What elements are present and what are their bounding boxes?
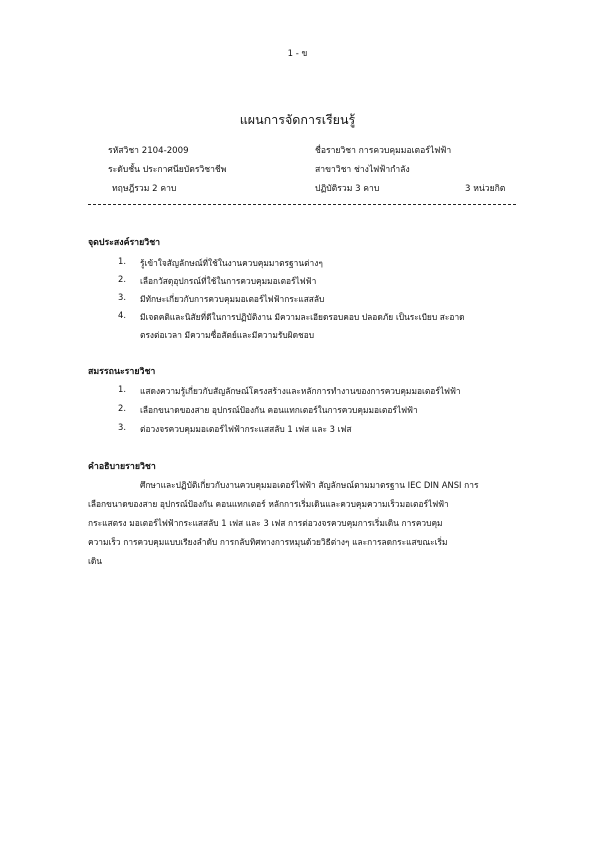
practice-hours: ปฏิบัติรวม 3 คาบ xyxy=(315,184,380,194)
course-level: ระดับชั้น ประกาศนียบัตรวิชาชีพ xyxy=(108,165,227,175)
list-item-number: 2. xyxy=(118,403,126,413)
theory-hours: ทฤษฎีรวม 2 คาบ xyxy=(112,184,177,194)
list-item-number: 1. xyxy=(118,256,126,266)
list-item: เลือกขนาดของสาย อุปกรณ์ป้องกัน คอนแทกเตอร์ในการควบคุมมอเตอร์ไฟฟ้า xyxy=(140,405,418,415)
objectives-heading: จุดประสงค์รายวิชา xyxy=(88,238,161,248)
list-item: เลือกวัสดุอุปกรณ์ที่ใช้ในการควบคุมมอเตอร์ไฟฟ้า xyxy=(140,276,317,286)
list-item-continuation: ตรงต่อเวลา มีความซื่อสัตย์และมีความรับผิดชอบ xyxy=(140,330,315,340)
paragraph-line: เลือกขนาดของสาย อุปกรณ์ป้องกัน คอนแทกเตอร์ หลักการเริ่มเดินและควบคุมความเร็วมอเตอร์ไฟฟ้า xyxy=(88,499,449,509)
list-item: แสดงความรู้เกี่ยวกับสัญลักษณ์โครงสร้างและหลักการทำงานของการควบคุมมอเตอร์ไฟฟ้า xyxy=(140,386,461,396)
page-number: 1 - ข xyxy=(287,49,308,59)
description-heading: คำอธิบายรายวิชา xyxy=(88,462,156,472)
list-item: มีทักษะเกี่ยวกับการควบคุมมอเตอร์ไฟฟ้ากระแสสลับ xyxy=(140,294,325,304)
document-title: แผนการจัดการเรียนรู้ xyxy=(239,112,356,127)
paragraph-line: กระแสตรง มอเตอร์ไฟฟ้ากระแสสลับ 1 เฟส และ 3 เฟส การต่อวงจรควบคุมการเริ่มเดิน การควบคุม xyxy=(88,518,443,528)
list-item: ต่อวงจรควบคุมมอเตอร์ไฟฟ้ากระแสสลับ 1 เฟส และ 3 เฟส xyxy=(140,424,352,434)
course-code: รหัสวิชา 2104-2009 xyxy=(108,146,189,156)
competencies-heading: สมรรถนะรายวิชา xyxy=(88,367,156,377)
paragraph-line: ความเร็ว การควบคุมแบบเรียงลำดับ การกลับทิศทางการหมุนด้วยวิธีต่างๆ และการลดกระแสขณะเริ่ม xyxy=(88,537,448,547)
credits: 3 หน่วยกิต xyxy=(465,184,506,194)
list-item-number: 1. xyxy=(118,384,126,394)
list-item-number: 2. xyxy=(118,274,126,284)
list-item-number: 4. xyxy=(118,310,126,320)
list-item-number: 3. xyxy=(118,422,126,432)
list-item: รู้เข้าใจสัญลักษณ์ที่ใช้ในงานควบคุมมาตรฐานต่างๆ xyxy=(140,258,323,268)
course-name: ชื่อรายวิชา การควบคุมมอเตอร์ไฟฟ้า xyxy=(315,146,452,156)
dashed-divider xyxy=(88,204,516,205)
paragraph-line: ศึกษาและปฏิบัติเกี่ยวกับงานควบคุมมอเตอร์ไฟฟ้า สัญลักษณ์ตามมาตรฐาน IEC DIN ANSI การ xyxy=(140,480,479,490)
paragraph-line: เดิน xyxy=(88,556,103,566)
list-item: มีเจตคติและนิสัยที่ดีในการปฏิบัติงาน มีความละเอียดรอบคอบ ปลอดภัย เป็นระเบียบ สะอาด xyxy=(140,312,465,322)
list-item-number: 3. xyxy=(118,292,126,302)
course-department: สาขาวิชา ช่างไฟฟ้ากำลัง xyxy=(315,165,410,175)
